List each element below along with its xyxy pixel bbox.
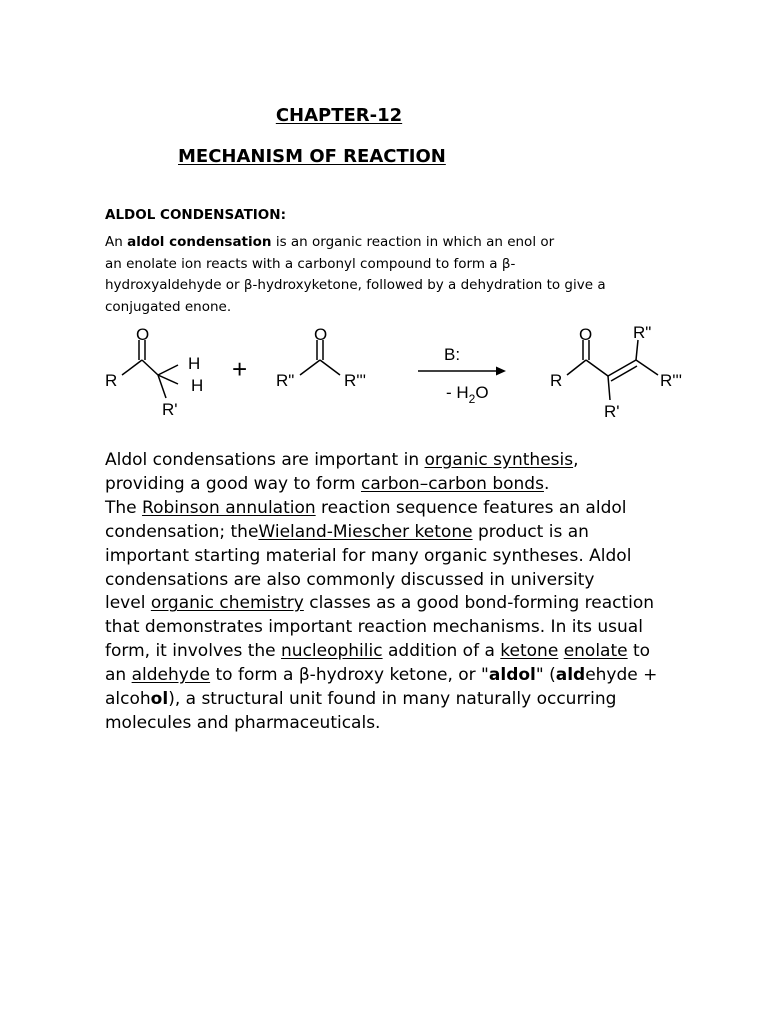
r1-hydrogen-1: H [188,354,201,373]
bond [122,360,142,375]
link-carbon-carbon-bonds[interactable]: carbon–carbon bonds [360,473,544,494]
body-line [105,473,665,497]
text: " ( [535,665,556,686]
text: ehyde + [585,665,658,686]
text: condensation; the [105,521,259,542]
arrow-head [496,367,506,376]
term-aldol-condensation: aldol condensation [127,234,272,250]
subscript: 2 [468,392,476,406]
bond [142,360,158,375]
body-line: that demonstrates important reaction mechanisms. In its usual [105,617,643,638]
term-ol: ol [150,689,169,710]
body-line [105,497,665,521]
body-line [105,664,665,688]
text: to [627,641,651,662]
body-line [105,688,665,712]
r1-oxygen: O [136,325,150,344]
text: an [105,665,132,686]
bond [300,360,320,375]
bond [567,360,586,375]
text: An [105,234,128,250]
text: - H [446,383,469,402]
r1-hydrogen-2: H [191,376,204,395]
link-aldehyde[interactable]: aldehyde [131,665,211,686]
intro-line-1 [105,232,705,254]
text: . [543,473,550,494]
p-r-prime: R' [604,402,620,421]
link-wieland-miescher-ketone[interactable]: Wieland-Miescher ketone [258,521,473,542]
bond [586,360,608,376]
p-r-group: R [550,371,563,390]
text: providing a good way to form [105,473,361,494]
term-ald: ald [555,665,586,686]
body-line: important starting material for many organic syntheses. Aldol [105,545,632,566]
link-robinson-annulation[interactable]: Robinson annulation [142,497,316,518]
body-line [105,449,665,473]
chapter-heading: CHAPTER-12 [275,105,403,126]
r1-r-prime: R' [162,400,178,419]
text: product is an [472,521,589,542]
bond [608,376,610,400]
link-organic-synthesis[interactable]: organic synthesis [424,450,574,470]
text: O [475,383,489,402]
double-bond [611,366,637,381]
body-line [105,521,665,545]
bond [636,360,658,375]
text: addition of a [382,641,501,662]
body-line [105,592,665,616]
r1-r-group: R [105,371,118,390]
section-heading: ALDOL CONDENSATION: [105,207,286,223]
text: to form a β-hydroxy ketone, or " [210,665,489,686]
intro-paragraph [105,232,705,318]
text: level [105,593,151,614]
body-line [105,640,665,664]
text: classes as a good bond-forming reaction [303,593,655,614]
bond [158,365,178,375]
text: ), a structural unit found in many naturally occurring [168,689,617,710]
link-ketone[interactable]: ketone [500,641,559,662]
body-line: molecules and pharmaceuticals. [105,712,381,733]
plus-sign: + [232,354,248,384]
p-oxygen: O [579,325,593,344]
p-r-triple: R''' [660,371,683,390]
link-nucleophilic[interactable]: nucleophilic [281,641,383,662]
text: The [105,497,143,518]
bond [636,340,638,360]
intro-line-4: conjugated enone. [105,298,232,315]
body-paragraph [105,449,665,736]
arrow-label-base: B: [444,345,461,364]
intro-line-2: an enolate ion reacts with a carbonyl compound to form a β- [105,255,516,272]
intro-line-3: hydroxyaldehyde or β-hydroxyketone, followed by a dehydration to give a [105,277,606,293]
double-bond [608,360,636,376]
page-title: MECHANISM OF REACTION [178,146,446,167]
aldol-reaction-scheme [100,320,710,430]
text: reaction sequence features an aldol [315,497,627,518]
text: alcoh [105,689,151,710]
r2-oxygen: O [314,325,328,344]
term-aldol: aldol [488,665,536,686]
text: form, it involves the [105,641,282,662]
body-line: condensations are also commonly discussed in university [105,569,595,590]
r2-r-triple: R''' [344,371,367,390]
bond [320,360,340,375]
link-enolate[interactable]: enolate [563,641,628,662]
r2-r-dblprime: R" [276,371,295,390]
text: is an organic reaction in which an enol or [271,234,555,250]
text: Aldol condensations are important in [105,450,425,470]
arrow-label-water [446,383,489,406]
text: , [573,450,579,470]
p-r-dblprime: R" [633,323,652,342]
link-organic-chemistry[interactable]: organic chemistry [150,593,304,614]
